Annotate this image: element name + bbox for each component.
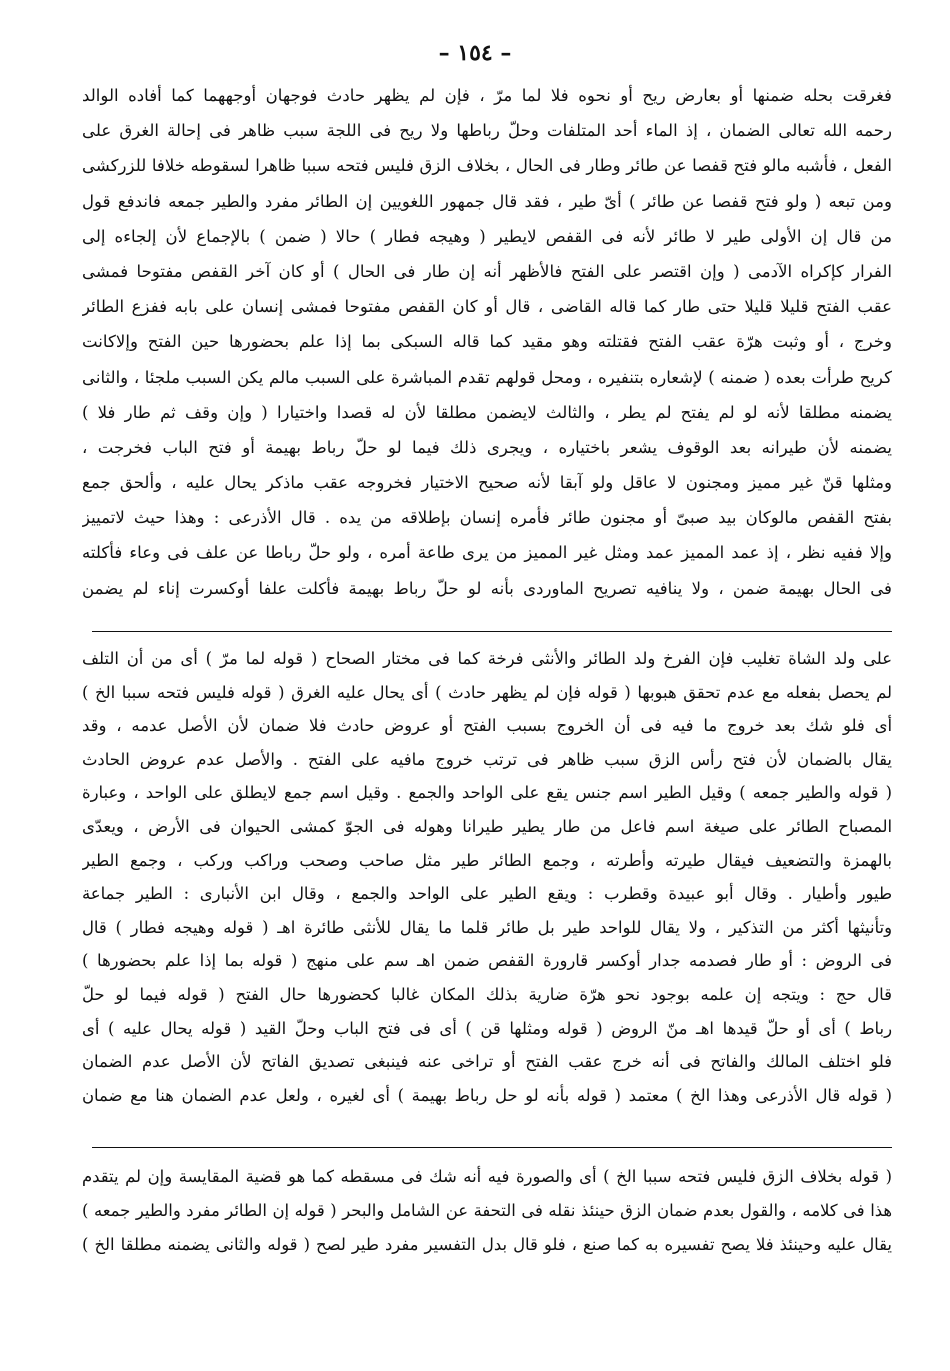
commentary-line: قال حج : ويتجه إن علمه بوجود نحو هرّة ضارية بذلك المكان غالبا كحضورها حال الفتح ( قوله فيما لو حلّ (82, 984, 892, 1004)
commentary-line: بالهمزة والتضعيف فيقال طيرته وأطرته ، وجمع الطائر طير مثل صاحب وصحب وراكب وركب ، وجمع الطير (82, 850, 892, 870)
commentary-line: يقال بالضمان لأن فتح رأس الزق سبب ظاهر فى ترتب خروج مافيه على الفتح . والأصل عدم عروض الحادث (82, 749, 892, 769)
commentary-line: أى فلو شك بعد خروج ما فيه فى أن الخروج بسبب الفتح أو عروض حادث فلا ضمان لأن الأصل عدمه ، وقد (82, 716, 892, 736)
main-text-line: الفرار كإكراه الآدمى ( وإن اقتصر على الفتح فالأظهر أنه إن طار فى الحال ) أو كان آخر القفص مفتوحا فمشى (82, 261, 892, 281)
main-text-line: رحمه الله تعالى الضمان ، إذ الماء أحد المتلفات وحلّ رباطها ولا ريح فى اللجة سبب ظاهر فى إحالة الغرق على (82, 121, 892, 141)
commentary-line: المصباح الطائر على صيغة اسم فاعل من طار يطير طيرانا وهوله فى الجوّ كمشى الحيوان فى الأرض ، ويعدّى (82, 816, 892, 836)
commentary-line: ( قوله قال الأذرعى وهذا الخ ) معتمد ( قوله بأنه لو حل رباط بهيمة ) أى لغيره ، ولعل عدم الضمان هنا مع ضمان (82, 1085, 892, 1105)
commentary-line: وتأنيثها أكثر من التذكير ، ولا يقال للواحد طير بل طائر قلما ما يقال للأنثى طائرة اهـ ( قوله وهيجه فطار ) قال (82, 917, 892, 937)
main-text-line: فغرقت بحله ضمنها أو بعارض ريح أو نحوه فلا لما مرّ ، فإن لم يظهر حادث فوجهان أوجههما كما أفاده الوالد (82, 86, 892, 105)
main-text-line: عقب الفتح قليلا قليلا حتى طار كما قاله القاضى ، قال أو كان القفص مفتوحا فمشى إنسان على بابه ففزع الطائر (82, 297, 892, 317)
main-text-line: وخرج ، أو وثبت هرّة عقب الفتح فقتلته وهو مقيد كما قاله السبكى بما إذا علم بحضورها حين الفتح وإلاكانت (82, 332, 892, 352)
commentary-line: فى الروض : أو طار فصدمه جدار أوكسر قارورة القفص ضمن اهـ سم على منهج ( قوله بما إذا علم بحضورها ) (82, 951, 892, 971)
commentary-line: لم يحصل بفعله مع عدم تحقق هبوبها ( قوله فإن لم يظهر حادث ) أى يحال عليه الغرق ( قوله فليس فتحه سببا الخ ) (82, 682, 892, 702)
main-text-line: يضمنه مطلقا لأنه لو لم يفتح لم يطر ، والثالث لايضمن مطلقا لأن له قصدا واختيارا ( وإن وقف ثم طار فلا ) (82, 402, 892, 422)
main-text-line: من قال إن الأولى طير لا طائر لأنه فى القفص لايطير ( وهيجه فطار ) حالا ( ضمن ) بالإجماع لأن إلجاءه إلى (82, 226, 892, 246)
main-text-line: وإلا ففيه نظر ، إذ عمد المميز عمد ومثل غير المميز من يرى طاعة أمره ، ولو حلّ رباطا عن علف فى وعاء فأكلته (82, 543, 892, 563)
commentary-block (82, 642, 892, 1112)
main-text-line: الفعل ، فأشبه مالو فتح قفصا عن طائر وطار فى الحال ، بخلاف الزق فليس فتحه سببا ظاهرا لسقوطه خلافا للزركشى (82, 156, 892, 176)
commentary-line: طيور وأطيار . وقال أبو عبيدة وقطرب : ويقع الطير على الواحد والجمع ، وقال ابن الأنبارى : الطير جماعة (82, 884, 892, 904)
page-number: – ١٥٤ – (438, 40, 512, 66)
commentary-line: رباط ) أى أو حلّ قيدها اهـ منّ الروض ( قوله ومثلها قن ) أى فى فتح الباب وحلّ القيد ( قوله يحال عليه ) أى (82, 1018, 892, 1038)
main-text-line: يضمنه لأن طيرانه بعد الوقوف يشعر باختياره ، ويجرى ذلك فيما لو حلّ رباط بهيمة أو فتح الباب فخرجت ، (82, 437, 892, 457)
main-text-line: فى الحال بهيمة ضمن ، ولا ينافيه تصريح الماوردى بأنه لو حلّ رباط بهيمة فأكلت علفا أوكسرت إناء لم يضمن (82, 578, 892, 598)
gloss-block (82, 1160, 892, 1262)
main-text-block (82, 78, 892, 606)
gloss-line: ( قوله بخلاف الزق فليس فتحه سببا الخ ) أى والصورة فيه أنه شك فى مسقطه كما هو قضية المقايسة وإن لم يتقدم (82, 1167, 892, 1186)
section-divider (92, 631, 892, 632)
gloss-line: هذا فى كلامه ، والقول بعدم ضمان الزق حينئذ نقله فى التحفة عن الشامل والبحر ( قوله إن الطائر مفرد والطير جمعه ) (82, 1201, 892, 1220)
commentary-line: فلو اختلف المالك والفاتح فى أنه خرج عقب الفتح أو تراخى عنه فينبغى تصديق الفاتح لأن الأصل عدم الضمان (82, 1052, 892, 1072)
main-text-line: ومن تبعه ( ولو فتح قفصا عن طائر ) أىّ طير ، فقد قال جمهور اللغويين إن الطائر مفرد والطير جمعه فاندفع قول (82, 191, 892, 211)
main-text-line: بفتح القفص مالوكان بيد صبىّ أو مجنون طائر فأمره إنسان بإطلاقه من يده . قال الأذرعى : وهذا حيث لاتمييز (82, 508, 892, 528)
gloss-line: يقال عليه وحينئذ فلا يصح تفسيره به كما صنع ، فلو قال بدل التفسير مفرد طير لصح ( قوله والثانى يضمنه مطلقا الخ ) (82, 1235, 892, 1254)
section-divider (92, 1147, 892, 1148)
commentary-line: ( قوله والطير جمعه ) وقيل الطير اسم جنس يقع على الواحد والجمع . وقيل اسم جمع لايطلق على الواحد ، وعبارة (82, 783, 892, 803)
commentary-line: على ولد الشاة تغليب فإن الفرخ ولد الطائر والأنثى فرخة كما فى مختار الصحاح ( قوله لما مرّ ) أى من أن التلف (82, 649, 892, 668)
main-text-line: كريح طرأت بعده ( ضمنه ) لإشعاره بتنفيره ، ومحل قولهم تقدم المباشرة على السبب مالم يكن السبب ملجئا ، والثانى (82, 367, 892, 387)
main-text-line: ومثلها قنّ غير مميز ومجنون لا عاقل ولو آبقا لأنه صحيح الاختيار فخروجه عقب ماذكر يحال عليه ، وألحق جمع (82, 473, 892, 493)
